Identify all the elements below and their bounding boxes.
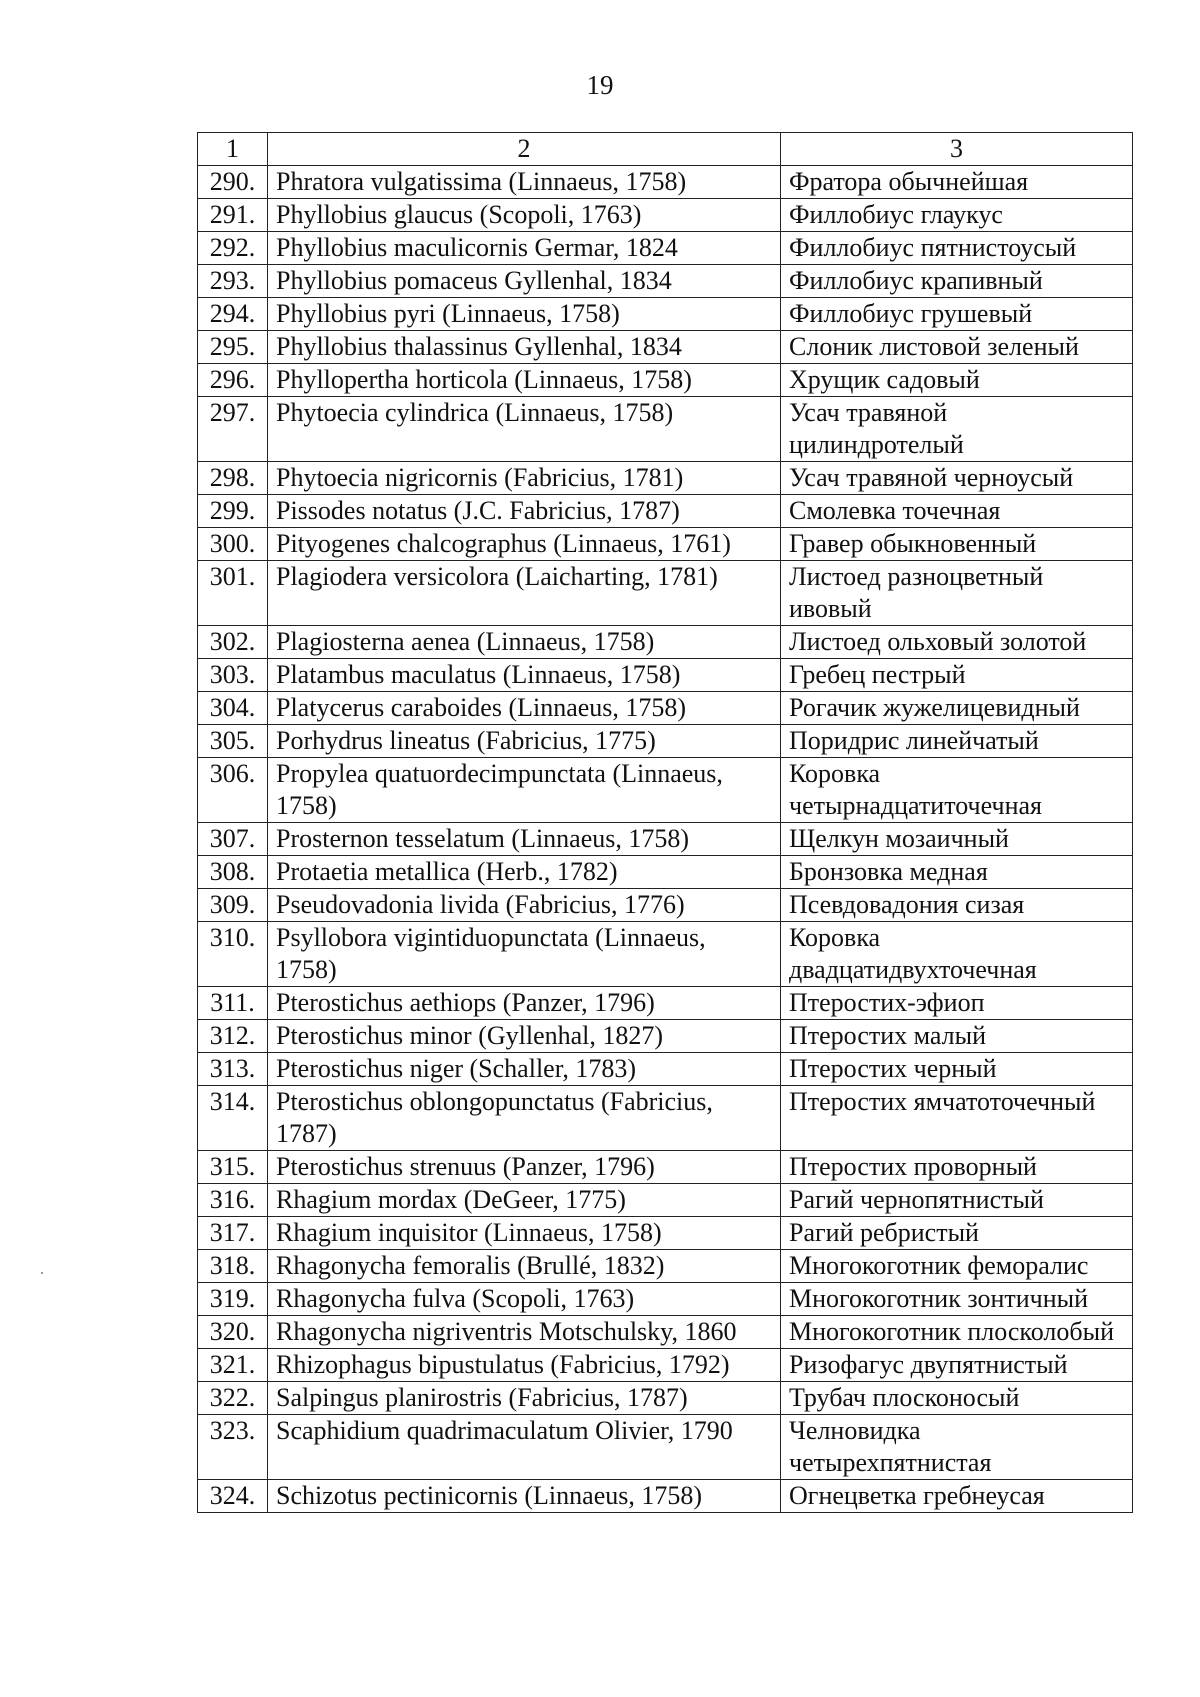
table-row [198,364,1133,397]
column-header-latin: 2 [268,133,781,166]
latin-name: Psyllobora vigintiduopunctata (Linnaeus, 1758) [268,922,781,987]
russian-name: Рагий ребристый [781,1217,1133,1250]
russian-name: Птеростих проворный [781,1151,1133,1184]
row-number: 320. [198,1316,268,1349]
latin-name: Phyllobius pomaceus Gyllenhal, 1834 [268,265,781,298]
table-row [198,823,1133,856]
table-row [198,1480,1133,1513]
russian-name: Коровка четырнадцатиточечная [781,758,1133,823]
row-number: 305. [198,725,268,758]
table-row [198,987,1133,1020]
russian-name: Хрущик садовый [781,364,1133,397]
russian-name: Смолевка точечная [781,495,1133,528]
latin-name: Phyllopertha horticola (Linnaeus, 1758) [268,364,781,397]
row-number: 301. [198,561,268,626]
table-row [198,397,1133,462]
latin-name: Scaphidium quadrimaculatum Olivier, 1790 [268,1415,781,1480]
species-table [197,132,1133,1513]
table-row [198,1020,1133,1053]
russian-name: Птеростих ямчатоточечный [781,1086,1133,1151]
latin-name: Pissodes notatus (J.C. Fabricius, 1787) [268,495,781,528]
russian-name: Птеростих малый [781,1020,1133,1053]
russian-name: Гравер обыкновенный [781,528,1133,561]
russian-name: Филлобиус глаукус [781,199,1133,232]
latin-name: Rhagonycha nigriventris Motschulsky, 1860 [268,1316,781,1349]
russian-name: Птеростих-эфиоп [781,987,1133,1020]
table-row [198,922,1133,987]
latin-name: Pterostichus minor (Gyllenhal, 1827) [268,1020,781,1053]
latin-name: Phytoecia cylindrica (Linnaeus, 1758) [268,397,781,462]
latin-name: Salpingus planirostris (Fabricius, 1787) [268,1382,781,1415]
russian-name: Ризофагус двупятнистый [781,1349,1133,1382]
table-row [198,331,1133,364]
table-row [198,659,1133,692]
latin-name: Pityogenes chalcographus (Linnaeus, 1761) [268,528,781,561]
latin-name: Phyllobius thalassinus Gyllenhal, 1834 [268,331,781,364]
russian-name: Многокоготник плосколобый [781,1316,1133,1349]
table-row [198,1382,1133,1415]
table-row [198,1184,1133,1217]
table-row [198,528,1133,561]
latin-name: Schizotus pectinicornis (Linnaeus, 1758) [268,1480,781,1513]
row-number: 315. [198,1151,268,1184]
russian-name: Поридрис линейчатый [781,725,1133,758]
row-number: 303. [198,659,268,692]
row-number: 307. [198,823,268,856]
russian-name: Многокоготник зонтичный [781,1283,1133,1316]
table-row [198,232,1133,265]
latin-name: Prosternon tesselatum (Linnaeus, 1758) [268,823,781,856]
russian-name: Челновидка четырехпятнистая [781,1415,1133,1480]
russian-name: Усач травяной цилиндротелый [781,397,1133,462]
row-number: 294. [198,298,268,331]
russian-name: Коровка двадцатидвухточечная [781,922,1133,987]
row-number: 319. [198,1283,268,1316]
row-number: 292. [198,232,268,265]
row-number: 299. [198,495,268,528]
table-row [198,265,1133,298]
latin-name: Pterostichus niger (Schaller, 1783) [268,1053,781,1086]
row-number: 317. [198,1217,268,1250]
row-number: 302. [198,626,268,659]
latin-name: Platycerus caraboides (Linnaeus, 1758) [268,692,781,725]
row-number: 316. [198,1184,268,1217]
table-header-row [198,133,1133,166]
latin-name: Rhagonycha fulva (Scopoli, 1763) [268,1283,781,1316]
species-table-body [198,133,1133,1513]
row-number: 300. [198,528,268,561]
table-row [198,725,1133,758]
row-number: 298. [198,462,268,495]
russian-name: Фратора обычнейшая [781,166,1133,199]
russian-name: Рагий чернопятнистый [781,1184,1133,1217]
row-number: 304. [198,692,268,725]
latin-name: Pseudovadonia livida (Fabricius, 1776) [268,889,781,922]
latin-name: Phyllobius pyri (Linnaeus, 1758) [268,298,781,331]
latin-name: Protaetia metallica (Herb., 1782) [268,856,781,889]
row-number: 310. [198,922,268,987]
table-row [198,889,1133,922]
table-row [198,1316,1133,1349]
latin-name: Phyllobius glaucus (Scopoli, 1763) [268,199,781,232]
russian-name: Слоник листовой зеленый [781,331,1133,364]
table-row [198,692,1133,725]
latin-name: Phratora vulgatissima (Linnaeus, 1758) [268,166,781,199]
russian-name: Щелкун мозаичный [781,823,1133,856]
table-row [198,856,1133,889]
table-row [198,561,1133,626]
row-number: 296. [198,364,268,397]
row-number: 312. [198,1020,268,1053]
russian-name: Листоед разноцветный ивовый [781,561,1133,626]
latin-name: Rhagium mordax (DeGeer, 1775) [268,1184,781,1217]
row-number: 324. [198,1480,268,1513]
latin-name: Pterostichus aethiops (Panzer, 1796) [268,987,781,1020]
table-row [198,758,1133,823]
latin-name: Phyllobius maculicornis Germar, 1824 [268,232,781,265]
table-row [198,1151,1133,1184]
table-row [198,1053,1133,1086]
page-number: 19 [586,70,614,100]
row-number: 295. [198,331,268,364]
row-number: 308. [198,856,268,889]
row-number: 318. [198,1250,268,1283]
latin-name: Plagiodera versicolora (Laicharting, 1781) [268,561,781,626]
row-number: 291. [198,199,268,232]
russian-name: Псевдовадония сизая [781,889,1133,922]
row-number: 321. [198,1349,268,1382]
latin-name: Rhagium inquisitor (Linnaeus, 1758) [268,1217,781,1250]
russian-name: Усач травяной черноусый [781,462,1133,495]
table-row [198,1217,1133,1250]
row-number: 309. [198,889,268,922]
row-number: 306. [198,758,268,823]
table-row [198,462,1133,495]
russian-name: Многокоготник феморалис [781,1250,1133,1283]
table-row [198,199,1133,232]
table-row [198,1086,1133,1151]
russian-name: Птеростих черный [781,1053,1133,1086]
table-row [198,1415,1133,1480]
russian-name: Огнецветка гребнеусая [781,1480,1133,1513]
latin-name: Rhizophagus bipustulatus (Fabricius, 1792) [268,1349,781,1382]
table-row [198,1283,1133,1316]
table-row [198,495,1133,528]
russian-name: Филлобиус крапивный [781,265,1133,298]
russian-name: Трубач плосконосый [781,1382,1133,1415]
latin-name: Propylea quatuordecimpunctata (Linnaeus, 1758) [268,758,781,823]
row-number: 313. [198,1053,268,1086]
table-row [198,298,1133,331]
scan-speck [41,1272,43,1274]
latin-name: Pterostichus strenuus (Panzer, 1796) [268,1151,781,1184]
column-header-number: 1 [198,133,268,166]
latin-name: Plagiosterna aenea (Linnaeus, 1758) [268,626,781,659]
russian-name: Филлобиус грушевый [781,298,1133,331]
row-number: 293. [198,265,268,298]
latin-name: Phytoecia nigricornis (Fabricius, 1781) [268,462,781,495]
russian-name: Бронзовка медная [781,856,1133,889]
latin-name: Rhagonycha femoralis (Brullé, 1832) [268,1250,781,1283]
row-number: 314. [198,1086,268,1151]
column-header-russian: 3 [781,133,1133,166]
table-row [198,166,1133,199]
russian-name: Гребец пестрый [781,659,1133,692]
table-row [198,1349,1133,1382]
row-number: 322. [198,1382,268,1415]
russian-name: Рогачик жужелицевидный [781,692,1133,725]
table-row [198,1250,1133,1283]
row-number: 311. [198,987,268,1020]
table-row [198,626,1133,659]
latin-name: Porhydrus lineatus (Fabricius, 1775) [268,725,781,758]
row-number: 297. [198,397,268,462]
latin-name: Pterostichus oblongopunctatus (Fabricius, 1787) [268,1086,781,1151]
latin-name: Platambus maculatus (Linnaeus, 1758) [268,659,781,692]
row-number: 323. [198,1415,268,1480]
russian-name: Филлобиус пятнистоусый [781,232,1133,265]
russian-name: Листоед ольховый золотой [781,626,1133,659]
row-number: 290. [198,166,268,199]
